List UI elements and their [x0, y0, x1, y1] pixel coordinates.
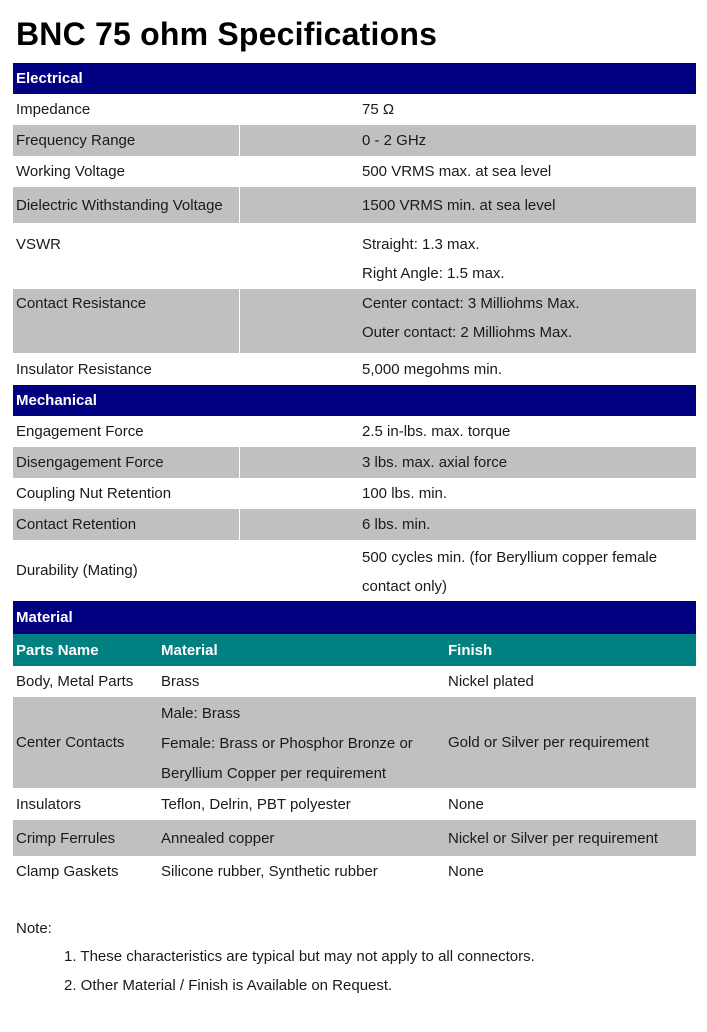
spec-name: Coupling Nut Retention	[16, 485, 172, 502]
spec-name: Contact Resistance	[13, 289, 240, 353]
part-finish: None	[448, 862, 484, 880]
part-material: Brass	[161, 673, 200, 690]
part-material-line: Beryllium Copper per requirement	[161, 765, 387, 782]
spec-value	[240, 223, 696, 289]
spec-value	[240, 289, 696, 353]
spec-row	[13, 447, 696, 478]
spec-name: Disengagement Force	[13, 447, 240, 478]
spec-value-line: Straight: 1.3 max.	[362, 236, 480, 253]
spec-name: Dielectric Withstanding Voltage	[13, 187, 240, 223]
material-row	[13, 856, 696, 886]
spec-name: Durability (Mating)	[16, 562, 138, 579]
part-material: Annealed copper	[161, 829, 275, 847]
spec-value-line: Right Angle: 1.5 max.	[362, 265, 505, 282]
part-name: Clamp Gaskets	[16, 862, 119, 880]
note-item: 2. Other Material / Finish is Available on Request.	[64, 977, 393, 994]
spec-row	[13, 156, 696, 187]
column-header-finish: Finish	[448, 641, 493, 659]
note-label: Note:	[16, 920, 52, 937]
part-material	[158, 697, 445, 788]
spec-value: 500 VRMS max. at sea level	[362, 163, 552, 180]
spec-row	[13, 125, 696, 156]
spec-value: 3 lbs. max. axial force	[362, 454, 508, 471]
material-row	[13, 820, 696, 856]
spec-value-line: Outer contact: 2 Milliohms Max.	[362, 324, 573, 341]
spec-row	[13, 289, 696, 353]
spec-row	[13, 416, 696, 447]
spec-name: Contact Retention	[13, 509, 240, 540]
page-title: BNC 75 ohm Specifications	[16, 16, 438, 52]
spec-value: 2.5 in-lbs. max. torque	[362, 423, 511, 440]
part-name: Crimp Ferrules	[16, 829, 116, 847]
spec-value: 1500 VRMS min. at sea level	[362, 196, 556, 214]
spec-row	[13, 540, 696, 601]
part-material-line: Male: Brass	[161, 705, 241, 722]
part-finish: Nickel or Silver per requirement	[448, 829, 659, 847]
section-header-mechanical: Mechanical	[13, 385, 696, 416]
part-finish: Gold or Silver per requirement	[448, 734, 649, 751]
spec-value-line: 500 cycles min. (for Beryllium copper female	[362, 549, 658, 566]
spec-value: 100 lbs. min.	[362, 485, 448, 502]
part-material: Teflon, Delrin, PBT polyester	[161, 795, 351, 813]
column-header-material: Material	[161, 641, 218, 659]
spec-value	[240, 540, 696, 601]
material-row	[13, 666, 696, 697]
spec-value: 5,000 megohms min.	[362, 360, 503, 378]
spec-row	[13, 94, 696, 125]
part-finish: Nickel plated	[448, 673, 534, 690]
spec-value-line: Center contact: 3 Milliohms Max.	[362, 295, 580, 312]
spec-row	[13, 478, 696, 509]
section-header-electrical: Electrical	[13, 63, 696, 94]
spec-row	[13, 187, 696, 223]
material-row	[13, 697, 696, 788]
column-header-parts-name: Parts Name	[16, 641, 99, 659]
part-finish: None	[448, 795, 484, 813]
part-material: Silicone rubber, Synthetic rubber	[161, 862, 378, 880]
spec-value: 6 lbs. min.	[362, 516, 431, 533]
note-item: 1. These characteristics are typical but may not apply to all connectors.	[64, 948, 535, 965]
spec-name: Insulator Resistance	[16, 360, 152, 378]
part-name: Center Contacts	[16, 734, 125, 751]
material-row	[13, 788, 696, 820]
part-name: Body, Metal Parts	[16, 673, 134, 690]
spec-row	[13, 509, 696, 540]
spec-name: Impedance	[16, 101, 91, 118]
part-material-line: Female: Brass or Phosphor Bronze or	[161, 735, 413, 752]
spec-row	[13, 223, 696, 289]
spec-name: VSWR	[16, 236, 61, 253]
spec-value: 75 Ω	[362, 101, 395, 118]
spec-name: Working Voltage	[16, 163, 125, 180]
spec-name: Frequency Range	[13, 125, 240, 156]
spec-name: Engagement Force	[16, 423, 144, 440]
part-name: Insulators	[16, 795, 82, 813]
spec-value: 0 - 2 GHz	[362, 132, 427, 149]
spec-value-line: contact only)	[362, 578, 448, 595]
material-column-header	[13, 634, 696, 666]
spec-row	[13, 353, 696, 385]
section-header-material: Material	[13, 601, 696, 634]
